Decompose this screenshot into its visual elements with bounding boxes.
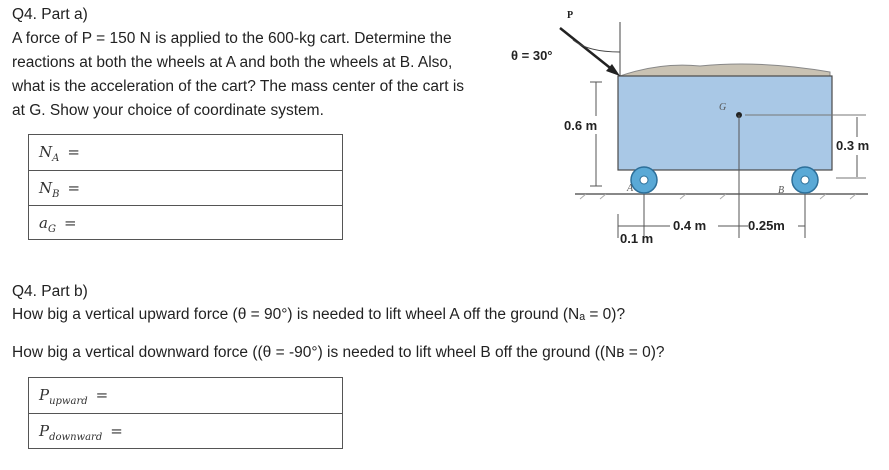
wheel-b-hub [801, 176, 809, 184]
answer-box-part-b [28, 377, 343, 449]
cart-body [618, 76, 832, 170]
cart-figure [510, 0, 889, 260]
wheel-a-label: A [627, 183, 634, 194]
answer-subscript: G [47, 224, 56, 235]
part-a-heading: Q4. Part a) [12, 6, 88, 23]
answer-symbol: P [39, 386, 50, 404]
answer-symbol: N [39, 179, 53, 197]
height-label: 0.6 m [564, 118, 598, 133]
angle-arc [573, 40, 620, 52]
equals-sign: = [63, 214, 77, 232]
equals-sign: = [67, 143, 80, 161]
problem-line: at G. Show your choice of coordinate system. [12, 102, 324, 119]
equals-sign: = [110, 422, 123, 440]
wheel-a-hub [640, 176, 648, 184]
answer-symbol: N [39, 143, 53, 161]
wheel-b-label: B [778, 185, 785, 196]
answer-field-nb[interactable] [29, 170, 342, 204]
answer-subscript: upward [49, 396, 88, 407]
answer-field-p-downward[interactable] [29, 413, 342, 447]
equals-sign: = [95, 386, 109, 404]
answer-field-p-upward[interactable] [29, 378, 342, 412]
dim-label-ag: 0.4 m [673, 218, 707, 233]
question-upward: How big a vertical upward force (θ = 90°) is needed to lift wheel A off the ground (Nₐ = 0)? [12, 306, 626, 323]
g-height-label: 0.3 m [836, 138, 870, 153]
answer-field-ag[interactable] [29, 205, 342, 239]
equals-sign: = [67, 179, 81, 197]
problem-statement [12, 27, 517, 123]
answer-subscript: A [52, 153, 60, 164]
answer-field-na[interactable] [29, 135, 342, 169]
question-downward: How big a vertical downward force ((θ = -90°) is needed to lift wheel B off the ground ((Nʙ = 0)? [12, 344, 665, 361]
answer-box-part-a [28, 134, 343, 240]
answer-symbol: a [39, 214, 48, 232]
problem-line: reactions at both the wheels at A and both the wheels at B. Also, [12, 54, 453, 71]
answer-subscript: B [52, 189, 60, 200]
center-of-mass-label: G [719, 102, 727, 113]
dim-label-gb: 0.25m [748, 218, 785, 233]
problem-line: A force of P = 150 N is applied to the 600-kg cart. Determine the [12, 30, 452, 47]
problem-line: what is the acceleration of the cart? The mass center of the cart is [12, 78, 465, 95]
answer-symbol: P [39, 422, 50, 440]
force-p-label: P [567, 10, 574, 21]
answer-subscript: downward [49, 432, 103, 443]
angle-label: θ = 30° [511, 48, 553, 63]
force-p-arrow [560, 28, 614, 71]
part-b-heading: Q4. Part b) [12, 283, 88, 300]
dim-label-a: 0.1 m [620, 231, 654, 246]
cart-load [620, 64, 830, 77]
